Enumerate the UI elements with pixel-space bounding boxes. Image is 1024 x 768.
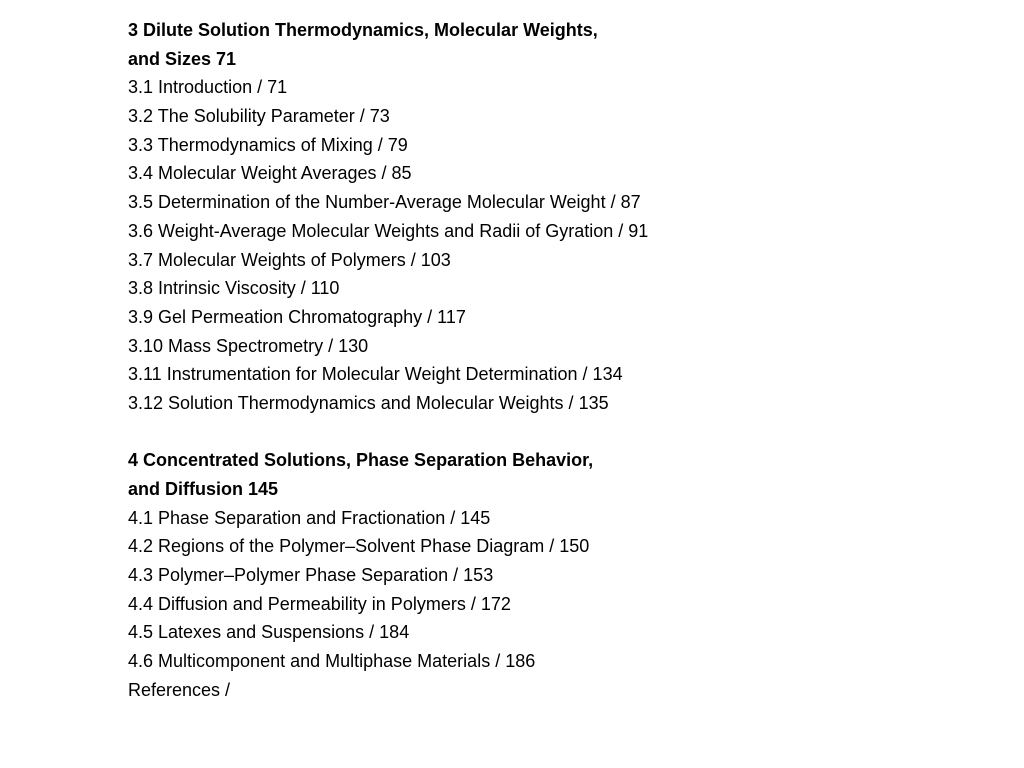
section-spacer xyxy=(128,418,988,447)
toc-entry: 3.10 Mass Spectrometry / 130 xyxy=(128,335,369,356)
toc-entry: 4.4 Diffusion and Permeability in Polymers / 172 xyxy=(128,593,511,614)
toc-entry: 3.5 Determination of the Number-Average Molecular Weight / 87 xyxy=(128,192,641,213)
toc-entry: 3.1 Introduction / 71 xyxy=(128,77,288,98)
chapter-heading: and Sizes 71 xyxy=(128,48,237,69)
toc-entry: 4.2 Regions of the Polymer–Solvent Phase Diagram / 150 xyxy=(128,536,590,557)
chapter-4 xyxy=(128,446,988,704)
references-entry: References / xyxy=(128,679,231,700)
chapter-heading: and Diffusion 145 xyxy=(128,479,279,499)
toc-entry: 3.4 Molecular Weight Averages / 85 xyxy=(128,163,412,184)
chapter-3 xyxy=(128,16,988,418)
chapter-heading: 3 Dilute Solution Thermodynamics, Molecular Weights, xyxy=(128,20,598,40)
toc-entry: 4.3 Polymer–Polymer Phase Separation / 153 xyxy=(128,565,494,586)
toc-entry: 3.12 Solution Thermodynamics and Molecular Weights / 135 xyxy=(128,392,609,413)
toc-entry: 4.1 Phase Separation and Fractionation / 145 xyxy=(128,507,491,528)
toc-entry: 4.5 Latexes and Suspensions / 184 xyxy=(128,622,410,643)
toc-entry: 3.9 Gel Permeation Chromatography / 117 xyxy=(128,306,466,327)
toc-entry: 3.8 Intrinsic Viscosity / 110 xyxy=(128,278,340,299)
toc-entry: 3.11 Instrumentation for Molecular Weight Determination / 134 xyxy=(128,364,623,385)
table-of-contents xyxy=(128,16,988,705)
toc-entry: 3.6 Weight-Average Molecular Weights and Radii of Gyration / 91 xyxy=(128,220,649,241)
toc-entry: 3.7 Molecular Weights of Polymers / 103 xyxy=(128,249,451,270)
toc-entry: 3.2 The Solubility Parameter / 73 xyxy=(128,106,390,127)
chapter-heading: 4 Concentrated Solutions, Phase Separation Behavior, xyxy=(128,450,594,471)
toc-entry: 3.3 Thermodynamics of Mixing / 79 xyxy=(128,134,408,155)
toc-entry: 4.6 Multicomponent and Multiphase Materials / 186 xyxy=(128,651,536,672)
